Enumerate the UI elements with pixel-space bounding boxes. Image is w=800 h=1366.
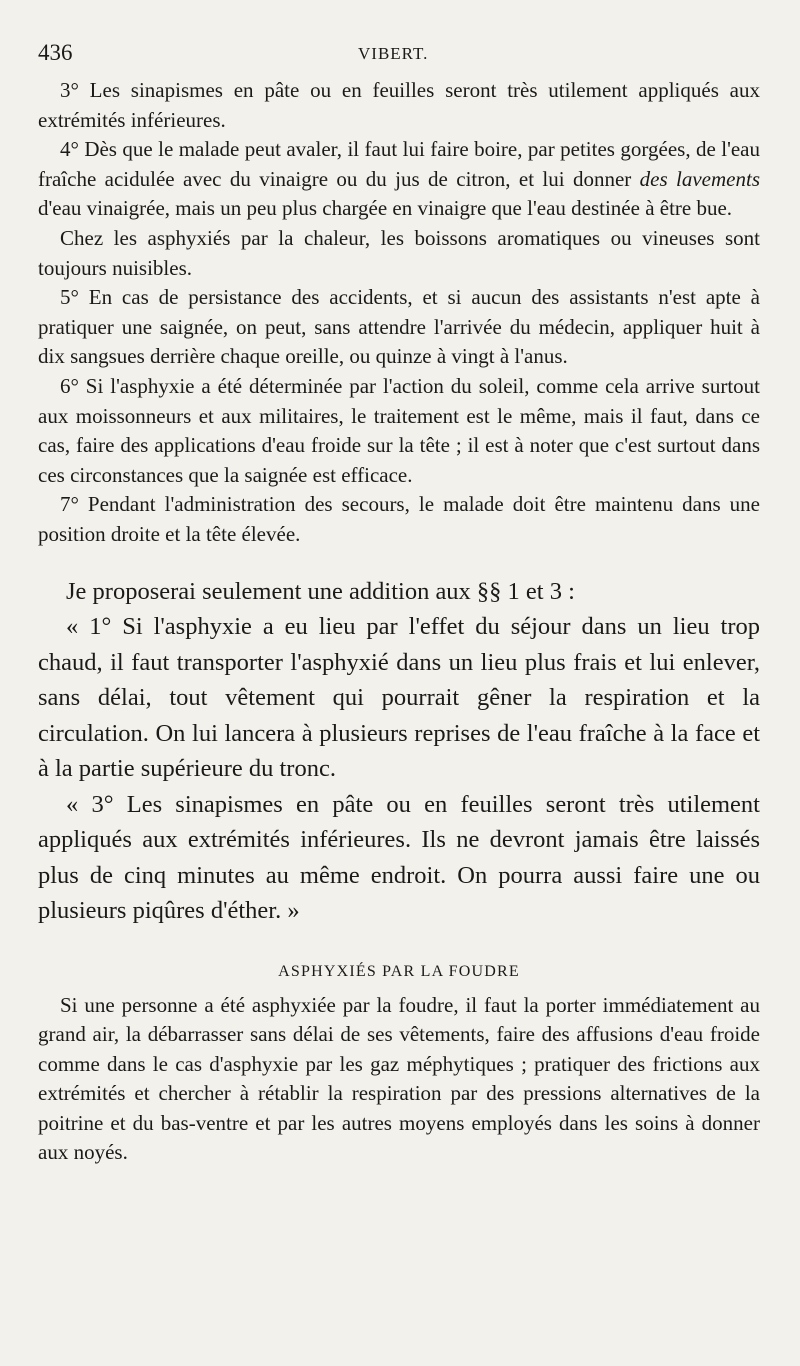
page-number: 436 [38, 40, 73, 65]
section-heading: ASPHYXIÉS PAR LA FOUDRE [278, 962, 520, 980]
paragraph-item-6: 6° Si l'asphyxie a été déterminée par l'action du soleil, comme cela arrive surtout aux moissonneurs et aux militaires, le traitement est le même, mais il faut, dans ce cas, faire des applications d'eau froide sur la tête ; il est à noter que c'est surtout dans ces circonstances que la saignée est efficace. [38, 373, 760, 487]
instructions-list [38, 76, 760, 550]
paragraph-item-4-end: d'eau vinaigrée, mais un peu plus chargée en vinaigre que l'eau destinée à être bue. [38, 196, 733, 221]
addition-paragraph-1: « 1° Si l'asphyxie a eu lieu par l'effet du séjour dans un lieu trop chaud, il faut transporter l'asphyxié dans un lieu plus frais et lui enlever, sans délai, tout vêtement qui pourrait gêner la respiration et la circulation. On lui lancera à plusieurs reprises de l'eau fraîche à la face et à la partie supérieure du tronc. [38, 613, 760, 782]
emphasis-lavements: des lavements [639, 166, 760, 191]
paragraph-item-5: 5° En cas de persistance des accidents, et si aucun des assistants n'est apte à pratiquer une saignée, on peut, sans attendre l'arrivée du médecin, appliquer huit à dix sangsues derrière chaque oreille, ou quinze à vingt à l'anus. [38, 285, 760, 369]
running-head: VIBERT. [358, 44, 429, 63]
foudre-section [38, 991, 760, 1169]
paragraph-item-4-start: 4° Dès que le malade peut avaler, il faut lui faire boire, par petites gorgées, de l'eau fraîche acidulée avec du vinaigre ou du jus de citron, et lui donner [38, 137, 760, 191]
addition-paragraph-3: « 3° Les sinapismes en pâte ou en feuilles seront très utilement appliqués aux extrémités inférieures. Ils ne devront jamais être laissés plus de cinq minutes au même endroit. On pourra aussi faire une ou plusieurs piqûres d'éther. » [38, 790, 760, 924]
foudre-paragraph: Si une personne a été asphyxiée par la foudre, il faut la porter immédiatement au grand air, la débarrasser sans délai de ses vêtements, faire des affusions d'eau froide comme dans le cas d'asphyxie par les gaz méphytiques ; pratiquer des frictions aux extrémités et chercher à rétablir la respiration par des pressions alternatives de la poitrine et du bas-ventre et par les autres moyens employés dans les soins à donner aux noyés. [38, 992, 760, 1165]
paragraph-chaleur-note: Chez les asphyxiés par la chaleur, les boissons aromatiques ou vineuses sont toujours nuisibles. [38, 225, 760, 280]
addition-intro: Je proposerai seulement une addition aux §§ 1 et 3 : [66, 577, 575, 605]
page-header [38, 36, 760, 76]
paragraph-item-3: 3° Les sinapismes en pâte ou en feuilles seront très utilement appliqués aux extrémités inférieures. [38, 78, 760, 132]
author-addition [38, 574, 760, 929]
paragraph-item-7: 7° Pendant l'administration des secours, le malade doit être maintenu dans une position droite et la tête élevée. [38, 492, 760, 546]
paragraph-item-4 [38, 135, 760, 224]
